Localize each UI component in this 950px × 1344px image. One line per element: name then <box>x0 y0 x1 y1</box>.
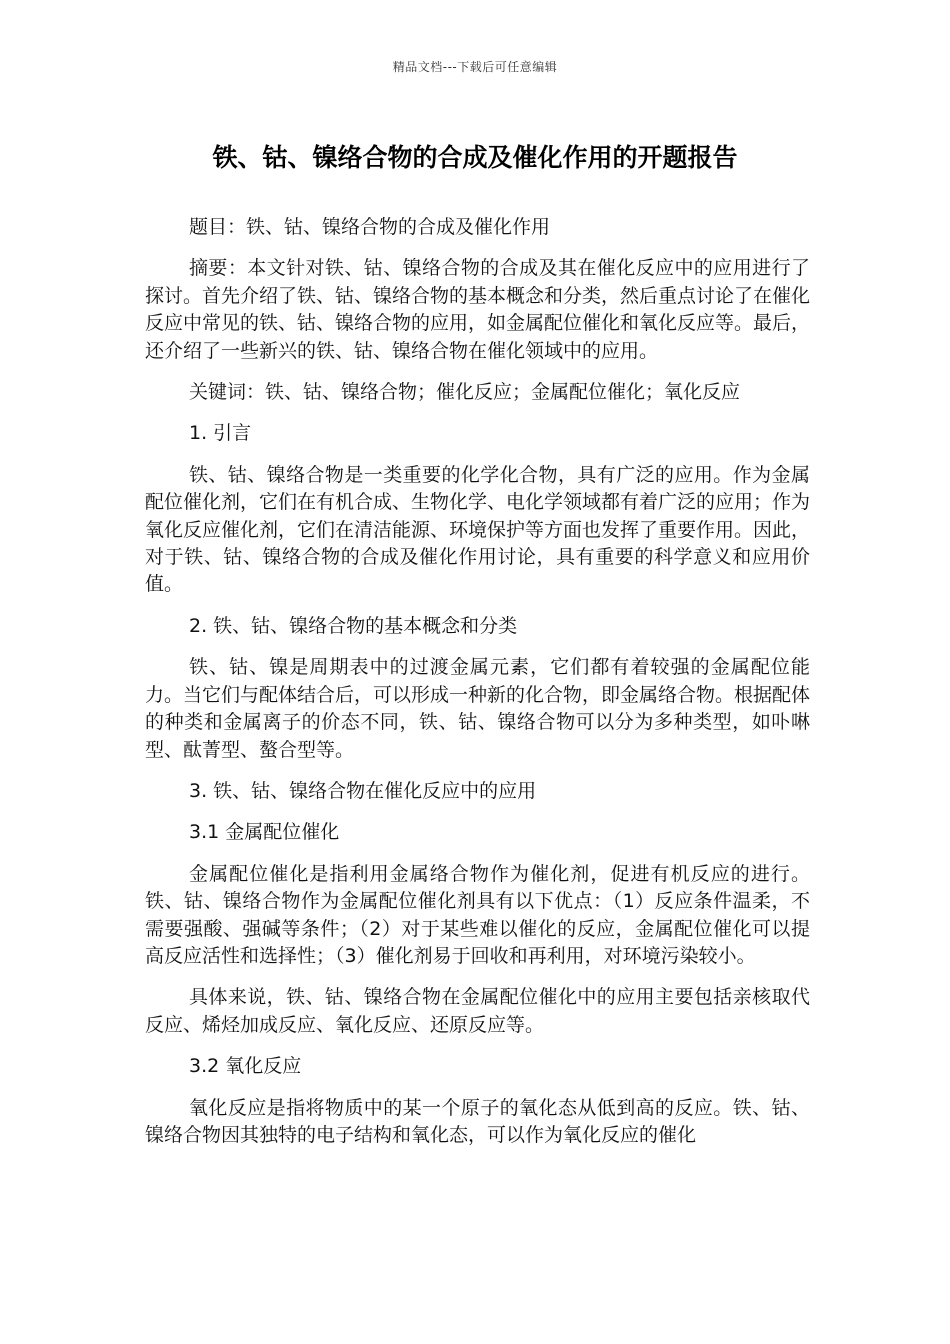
keywords-paragraph: 关键词：铁、钴、镍络合物；催化反应；金属配位催化；氧化反应 <box>189 381 741 404</box>
body-paragraph: 氧化反应是指将物质中的某一个原子的氧化态从低到高的反应。铁、钴、镍络合物因其独特的电子结构和氧化态，可以作为氧化反应的催化 <box>145 1096 810 1146</box>
section-heading-1: 1. 引言 <box>189 422 252 445</box>
subsection-heading-3-2: 3.2 氧化反应 <box>189 1055 302 1078</box>
section-heading-2: 2. 铁、钴、镍络合物的基本概念和分类 <box>189 614 518 637</box>
body-paragraph: 铁、钴、镍络合物是一类重要的化学化合物，具有广泛的应用。作为金属配位催化剂，它们在有机合成、生物化学、电化学领域都有着广泛的应用；作为氧化反应催化剂，它们在清洁能源、环境保护等方面也发挥了重要作用。因此，对于铁、钴、镍络合物的合成及催化作用讨论，具有重要的科学意义和应用价值。 <box>145 463 811 596</box>
section-heading-3: 3. 铁、钴、镍络合物在催化反应中的应用 <box>189 779 537 802</box>
document-title: 铁、钴、镍络合物的合成及催化作用的开题报告 <box>212 143 738 172</box>
subsection-heading-3-1: 3.1 金属配位催化 <box>189 821 340 844</box>
topic-paragraph: 题目：铁、钴、镍络合物的合成及催化作用 <box>189 216 551 238</box>
document-body <box>145 214 810 1163</box>
body-paragraph: 具体来说，铁、钴、镍络合物在金属配位催化中的应用主要包括亲核取代反应、烯烃加成反应、氧化反应、还原反应等。 <box>145 986 810 1036</box>
header-note: 精品文档---下载后可任意编辑 <box>392 60 558 74</box>
body-paragraph: 铁、钴、镍是周期表中的过渡金属元素，它们都有着较强的金属配位能力。当它们与配体结合后，可以形成一种新的化合物，即金属络合物。根据配体的种类和金属离子的价态不同，铁、钴、镍络合物可以分为多种类型，如卟啉型、酞菁型、螯合型等。 <box>145 656 811 761</box>
body-paragraph: 金属配位催化是指利用金属络合物作为催化剂，促进有机反应的进行。铁、钴、镍络合物作为金属配位催化剂具有以下优点：（1）反应条件温柔，不需要强酸、强碱等条件；（2）对于某些难以催化的反应，金属配位催化可以提高反应活性和选择性；（3）催化剂易于回收和再利用，对环境污染较小。 <box>145 862 810 967</box>
abstract-paragraph: 摘要：本文针对铁、钴、镍络合物的合成及其在催化反应中的应用进行了探讨。首先介绍了铁、钴、镍络合物的基本概念和分类，然后重点讨论了在催化反应中常见的铁、钴、镍络合物的应用，如金属配位催化和氧化反应等。最后，还介绍了一些新兴的铁、钴、镍络合物在催化领域中的应用。 <box>145 257 811 362</box>
